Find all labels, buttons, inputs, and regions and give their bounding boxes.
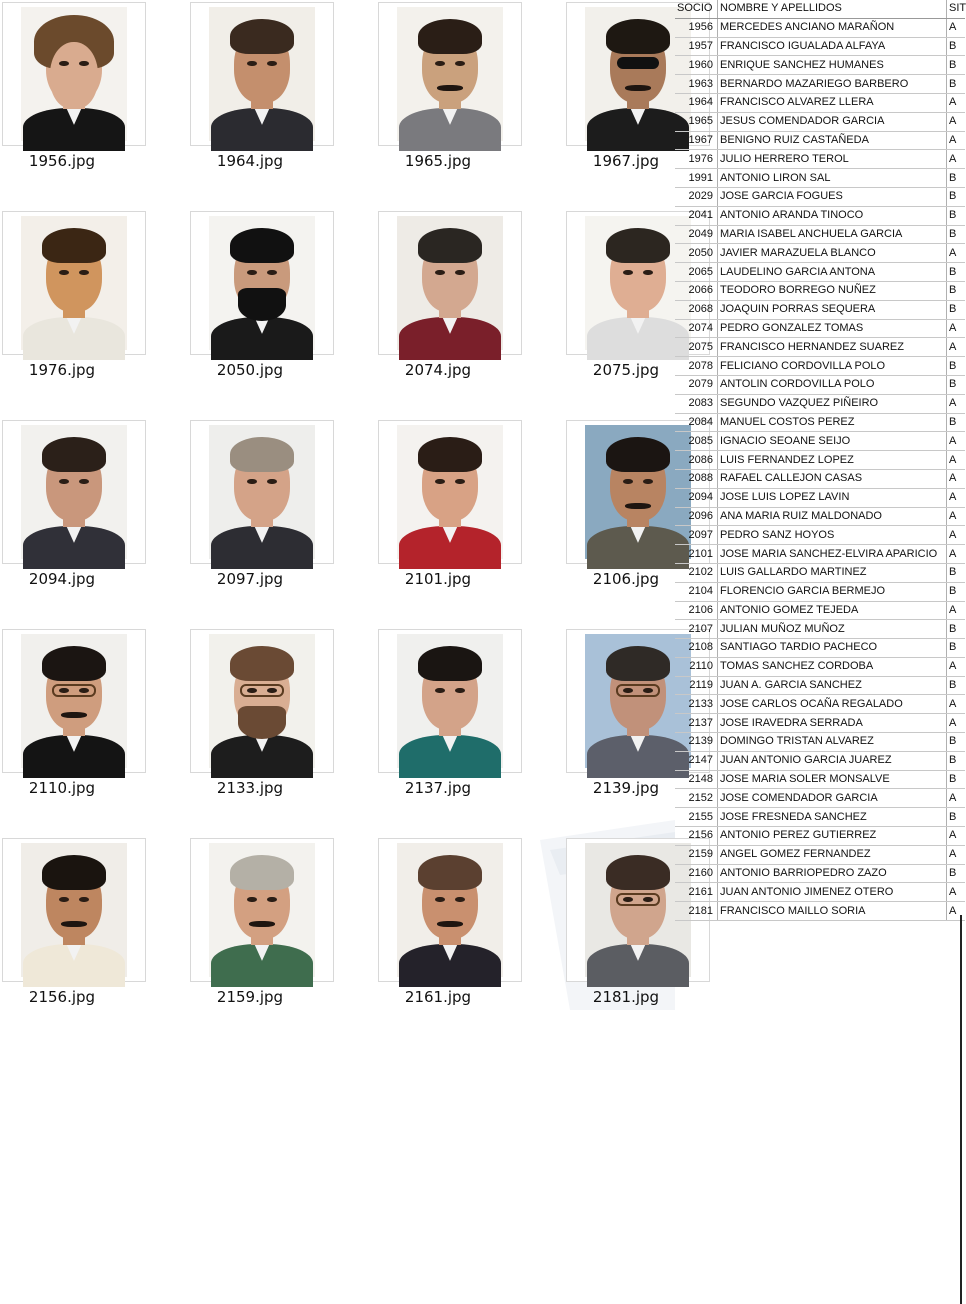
column-header-sit: SIT — [947, 0, 966, 18]
sit-cell: B — [947, 281, 966, 300]
photo-item[interactable] — [566, 211, 672, 420]
sit-cell: A — [947, 112, 966, 131]
socio-cell: 2084 — [675, 413, 718, 432]
column-header-nombre: NOMBRE Y APELLIDOS — [718, 0, 947, 18]
socio-cell: 1964 — [675, 93, 718, 112]
nombre-cell: ANTONIO BARRIOPEDRO ZAZO — [718, 864, 947, 883]
photo-item[interactable] — [378, 629, 566, 838]
table-row — [675, 432, 965, 451]
column-header-socio: SOCIO — [675, 0, 718, 18]
socio-cell: 2159 — [675, 845, 718, 864]
photo-item[interactable] — [190, 838, 378, 1047]
socio-cell: 2147 — [675, 751, 718, 770]
photo-thumbnail[interactable] — [190, 838, 334, 982]
sit-cell: A — [947, 131, 966, 150]
table-row — [675, 808, 965, 827]
nombre-cell: JOAQUIN PORRAS SEQUERA — [718, 300, 947, 319]
portrait-image — [21, 425, 127, 559]
table-row — [675, 281, 965, 300]
socio-cell: 2079 — [675, 375, 718, 394]
socio-cell: 1965 — [675, 112, 718, 131]
table-row — [675, 225, 965, 244]
nombre-cell: JOSE GARCIA FOGUES — [718, 187, 947, 206]
socio-cell: 2049 — [675, 225, 718, 244]
photo-filename: 2094.jpg — [28, 570, 96, 588]
photo-thumbnail[interactable] — [2, 629, 146, 773]
portrait-image — [209, 634, 315, 768]
table-row — [675, 357, 965, 376]
table-header-row — [675, 0, 965, 18]
nombre-cell: JOSE IRAVEDRA SERRADA — [718, 714, 947, 733]
sit-cell: B — [947, 375, 966, 394]
sit-cell: B — [947, 206, 966, 225]
nombre-cell: FRANCISCO IGUALADA ALFAYA — [718, 37, 947, 56]
sit-cell: A — [947, 695, 966, 714]
photo-thumbnail[interactable] — [2, 838, 146, 982]
member-table — [675, 0, 965, 921]
table-row — [675, 300, 965, 319]
sit-cell: B — [947, 864, 966, 883]
table-row — [675, 18, 965, 37]
nombre-cell: JOSE CARLOS OCAÑA REGALADO — [718, 695, 947, 714]
table-row — [675, 112, 965, 131]
socio-cell: 2078 — [675, 357, 718, 376]
sit-cell: B — [947, 37, 966, 56]
table-row — [675, 451, 965, 470]
table-row — [675, 263, 965, 282]
sit-cell: B — [947, 413, 966, 432]
nombre-cell: TOMAS SANCHEZ CORDOBA — [718, 657, 947, 676]
sit-cell: B — [947, 733, 966, 752]
photo-item[interactable] — [378, 420, 566, 629]
table-row — [675, 526, 965, 545]
socio-cell: 2068 — [675, 300, 718, 319]
photo-item[interactable] — [566, 838, 672, 1047]
portrait-image — [397, 634, 503, 768]
photo-filename: 2159.jpg — [216, 988, 284, 1006]
photo-filename: 2101.jpg — [404, 570, 472, 588]
table-row — [675, 601, 965, 620]
sit-cell: A — [947, 902, 966, 921]
nombre-cell: JOSE LUIS LOPEZ LAVIN — [718, 488, 947, 507]
table-row — [675, 75, 965, 94]
table-row — [675, 338, 965, 357]
portrait-image — [397, 425, 503, 559]
portrait-image — [21, 634, 127, 768]
nombre-cell: ANTONIO ARANDA TINOCO — [718, 206, 947, 225]
photo-filename: 1976.jpg — [28, 361, 96, 379]
table-row — [675, 751, 965, 770]
portrait-image — [209, 425, 315, 559]
nombre-cell: JOSE MARIA SANCHEZ-ELVIRA APARICIO — [718, 545, 947, 564]
right-border-line — [960, 915, 962, 1304]
sit-cell: A — [947, 488, 966, 507]
portrait-image — [397, 216, 503, 350]
sit-cell: B — [947, 300, 966, 319]
table-row — [675, 770, 965, 789]
sit-cell: B — [947, 751, 966, 770]
socio-cell: 1991 — [675, 169, 718, 188]
socio-cell: 2137 — [675, 714, 718, 733]
nombre-cell: LUIS FERNANDEZ LOPEZ — [718, 451, 947, 470]
photo-item[interactable] — [566, 629, 672, 838]
nombre-cell: LUIS GALLARDO MARTINEZ — [718, 563, 947, 582]
table-row — [675, 187, 965, 206]
sit-cell: B — [947, 187, 966, 206]
sit-cell: A — [947, 319, 966, 338]
table-row — [675, 469, 965, 488]
socio-cell: 1976 — [675, 150, 718, 169]
nombre-cell: JUAN ANTONIO GARCIA JUAREZ — [718, 751, 947, 770]
table-row — [675, 864, 965, 883]
table-row — [675, 56, 965, 75]
photo-filename: 2133.jpg — [216, 779, 284, 797]
table-row — [675, 131, 965, 150]
table-row — [675, 827, 965, 846]
photo-item[interactable] — [2, 2, 190, 211]
photo-item[interactable] — [190, 629, 378, 838]
socio-cell: 2161 — [675, 883, 718, 902]
nombre-cell: FRANCISCO MAILLO SORIA — [718, 902, 947, 921]
nombre-cell: JESUS COMENDADOR GARCIA — [718, 112, 947, 131]
nombre-cell: DOMINGO TRISTAN ALVAREZ — [718, 733, 947, 752]
socio-cell: 2041 — [675, 206, 718, 225]
photo-thumbnail[interactable] — [2, 211, 146, 355]
socio-cell: 2102 — [675, 563, 718, 582]
portrait-image — [21, 7, 127, 141]
nombre-cell: FRANCISCO ALVAREZ LLERA — [718, 93, 947, 112]
photo-thumbnail[interactable] — [2, 2, 146, 146]
sit-cell: A — [947, 394, 966, 413]
socio-cell: 2148 — [675, 770, 718, 789]
table-row — [675, 93, 965, 112]
socio-cell: 2152 — [675, 789, 718, 808]
nombre-cell: FRANCISCO HERNANDEZ SUAREZ — [718, 338, 947, 357]
table-row — [675, 657, 965, 676]
socio-cell: 2133 — [675, 695, 718, 714]
table-row — [675, 676, 965, 695]
nombre-cell: LAUDELINO GARCIA ANTONA — [718, 263, 947, 282]
sit-cell: A — [947, 93, 966, 112]
table-row — [675, 244, 965, 263]
sit-cell: A — [947, 526, 966, 545]
nombre-cell: SEGUNDO VAZQUEZ PIÑEIRO — [718, 394, 947, 413]
photo-filename: 2181.jpg — [592, 988, 660, 1006]
sit-cell: B — [947, 357, 966, 376]
table-row — [675, 695, 965, 714]
table-row — [675, 375, 965, 394]
photo-filename: 2161.jpg — [404, 988, 472, 1006]
sit-cell: B — [947, 225, 966, 244]
socio-cell: 2156 — [675, 827, 718, 846]
sit-cell: A — [947, 883, 966, 902]
table-row — [675, 563, 965, 582]
photo-item[interactable] — [190, 420, 378, 629]
socio-cell: 2181 — [675, 902, 718, 921]
nombre-cell: MANUEL COSTOS PEREZ — [718, 413, 947, 432]
socio-cell: 2108 — [675, 639, 718, 658]
photo-filename: 2110.jpg — [28, 779, 96, 797]
sit-cell: B — [947, 563, 966, 582]
nombre-cell: SANTIAGO TARDIO PACHECO — [718, 639, 947, 658]
table-row — [675, 488, 965, 507]
nombre-cell: PEDRO SANZ HOYOS — [718, 526, 947, 545]
sit-cell: B — [947, 808, 966, 827]
photo-item[interactable] — [566, 2, 672, 211]
sit-cell: A — [947, 338, 966, 357]
photo-thumbnail[interactable] — [378, 2, 522, 146]
nombre-cell: JAVIER MARAZUELA BLANCO — [718, 244, 947, 263]
nombre-cell: BENIGNO RUIZ CASTAÑEDA — [718, 131, 947, 150]
photo-item[interactable] — [2, 838, 190, 1047]
sit-cell: B — [947, 582, 966, 601]
socio-cell: 2119 — [675, 676, 718, 695]
socio-cell: 2029 — [675, 187, 718, 206]
sit-cell: A — [947, 432, 966, 451]
nombre-cell: BERNARDO MAZARIEGO BARBERO — [718, 75, 947, 94]
socio-cell: 1967 — [675, 131, 718, 150]
table-row — [675, 545, 965, 564]
photo-filename: 1967.jpg — [592, 152, 660, 170]
sit-cell: B — [947, 770, 966, 789]
photo-thumbnail[interactable] — [378, 420, 522, 564]
sit-cell: B — [947, 639, 966, 658]
nombre-cell: MARIA ISABEL ANCHUELA GARCIA — [718, 225, 947, 244]
nombre-cell: FLORENCIO GARCIA BERMEJO — [718, 582, 947, 601]
photo-thumbnail[interactable] — [190, 211, 334, 355]
nombre-cell: ANA MARIA RUIZ MALDONADO — [718, 507, 947, 526]
table-row — [675, 394, 965, 413]
sit-cell: A — [947, 657, 966, 676]
nombre-cell: ENRIQUE SANCHEZ HUMANES — [718, 56, 947, 75]
photo-thumbnail[interactable] — [378, 838, 522, 982]
socio-cell: 2075 — [675, 338, 718, 357]
sit-cell: A — [947, 827, 966, 846]
photo-thumbnail[interactable] — [190, 420, 334, 564]
portrait-image — [397, 843, 503, 977]
table-row — [675, 206, 965, 225]
nombre-cell: FELICIANO CORDOVILLA POLO — [718, 357, 947, 376]
nombre-cell: JULIO HERRERO TEROL — [718, 150, 947, 169]
socio-cell: 2107 — [675, 620, 718, 639]
table-row — [675, 845, 965, 864]
sit-cell: A — [947, 601, 966, 620]
portrait-image — [209, 843, 315, 977]
table-row — [675, 37, 965, 56]
sit-cell: A — [947, 469, 966, 488]
table-row — [675, 319, 965, 338]
socio-cell: 2074 — [675, 319, 718, 338]
sit-cell: B — [947, 169, 966, 188]
table-row — [675, 507, 965, 526]
photo-item[interactable] — [378, 211, 566, 420]
nombre-cell: JUAN ANTONIO JIMENEZ OTERO — [718, 883, 947, 902]
member-table-body — [675, 18, 965, 920]
nombre-cell: RAFAEL CALLEJON CASAS — [718, 469, 947, 488]
nombre-cell: IGNACIO SEOANE SEIJO — [718, 432, 947, 451]
photo-filename: 2139.jpg — [592, 779, 660, 797]
sit-cell: A — [947, 789, 966, 808]
sit-cell: A — [947, 545, 966, 564]
photo-thumbnail[interactable] — [190, 2, 334, 146]
socio-cell: 2110 — [675, 657, 718, 676]
sit-cell: A — [947, 244, 966, 263]
photo-filename: 1965.jpg — [404, 152, 472, 170]
table-row — [675, 733, 965, 752]
sit-cell: B — [947, 56, 966, 75]
socio-cell: 2094 — [675, 488, 718, 507]
portrait-image — [21, 843, 127, 977]
nombre-cell: JOSE FRESNEDA SANCHEZ — [718, 808, 947, 827]
socio-cell: 2139 — [675, 733, 718, 752]
sit-cell: A — [947, 507, 966, 526]
socio-cell: 2104 — [675, 582, 718, 601]
sit-cell: A — [947, 150, 966, 169]
socio-cell: 2083 — [675, 394, 718, 413]
nombre-cell: ANGEL GOMEZ FERNANDEZ — [718, 845, 947, 864]
table-row — [675, 902, 965, 921]
socio-cell: 2097 — [675, 526, 718, 545]
nombre-cell: JOSE MARIA SOLER MONSALVE — [718, 770, 947, 789]
socio-cell: 2050 — [675, 244, 718, 263]
socio-cell: 2088 — [675, 469, 718, 488]
photo-item[interactable] — [378, 838, 566, 1047]
photo-filename: 2106.jpg — [592, 570, 660, 588]
photo-thumbnail[interactable] — [378, 211, 522, 355]
nombre-cell: TEODORO BORREGO NUÑEZ — [718, 281, 947, 300]
nombre-cell: ANTONIO PEREZ GUTIERREZ — [718, 827, 947, 846]
nombre-cell: PEDRO GONZALEZ TOMAS — [718, 319, 947, 338]
socio-cell: 2155 — [675, 808, 718, 827]
socio-cell: 2066 — [675, 281, 718, 300]
photo-filename: 2050.jpg — [216, 361, 284, 379]
sit-cell: A — [947, 714, 966, 733]
photo-filename: 2075.jpg — [592, 361, 660, 379]
portrait-image — [21, 216, 127, 350]
photo-thumbnail[interactable] — [2, 420, 146, 564]
table-row — [675, 639, 965, 658]
sit-cell: B — [947, 676, 966, 695]
table-row — [675, 789, 965, 808]
table-row — [675, 150, 965, 169]
socio-cell: 2085 — [675, 432, 718, 451]
member-table-container — [675, 0, 966, 921]
photo-item[interactable] — [190, 2, 378, 211]
table-row — [675, 883, 965, 902]
photo-filename: 2137.jpg — [404, 779, 472, 797]
table-row — [675, 413, 965, 432]
photo-item[interactable] — [190, 211, 378, 420]
socio-cell: 1960 — [675, 56, 718, 75]
socio-cell: 1957 — [675, 37, 718, 56]
nombre-cell: ANTOLIN CORDOVILLA POLO — [718, 375, 947, 394]
photo-filename: 1956.jpg — [28, 152, 96, 170]
socio-cell: 2106 — [675, 601, 718, 620]
photo-item[interactable] — [2, 211, 190, 420]
photo-item[interactable] — [2, 420, 190, 629]
photo-thumbnail[interactable] — [190, 629, 334, 773]
portrait-image — [397, 7, 503, 141]
photo-item[interactable] — [566, 420, 672, 629]
socio-cell: 2101 — [675, 545, 718, 564]
nombre-cell: MERCEDES ANCIANO MARAÑON — [718, 18, 947, 37]
nombre-cell: JUAN A. GARCIA SANCHEZ — [718, 676, 947, 695]
photo-thumbnail[interactable] — [378, 629, 522, 773]
socio-cell: 2065 — [675, 263, 718, 282]
nombre-cell: JULIAN MUÑOZ MUÑOZ — [718, 620, 947, 639]
photo-filename: 2074.jpg — [404, 361, 472, 379]
portrait-image — [209, 7, 315, 141]
socio-cell: 1963 — [675, 75, 718, 94]
photo-filename: 2097.jpg — [216, 570, 284, 588]
socio-cell: 2086 — [675, 451, 718, 470]
sit-cell: B — [947, 75, 966, 94]
sit-cell: B — [947, 263, 966, 282]
socio-cell: 2160 — [675, 864, 718, 883]
sit-cell: A — [947, 451, 966, 470]
sit-cell: A — [947, 18, 966, 37]
table-row — [675, 620, 965, 639]
socio-cell: 2096 — [675, 507, 718, 526]
nombre-cell: ANTONIO GOMEZ TEJEDA — [718, 601, 947, 620]
socio-cell: 1956 — [675, 18, 718, 37]
photo-item[interactable] — [378, 2, 566, 211]
nombre-cell: ANTONIO LIRON SAL — [718, 169, 947, 188]
portrait-image — [209, 216, 315, 350]
sit-cell: B — [947, 620, 966, 639]
photo-filename: 1964.jpg — [216, 152, 284, 170]
table-row — [675, 582, 965, 601]
nombre-cell: JOSE COMENDADOR GARCIA — [718, 789, 947, 808]
photo-filename: 2156.jpg — [28, 988, 96, 1006]
table-row — [675, 714, 965, 733]
photo-item[interactable] — [2, 629, 190, 838]
table-row — [675, 169, 965, 188]
sit-cell: A — [947, 845, 966, 864]
